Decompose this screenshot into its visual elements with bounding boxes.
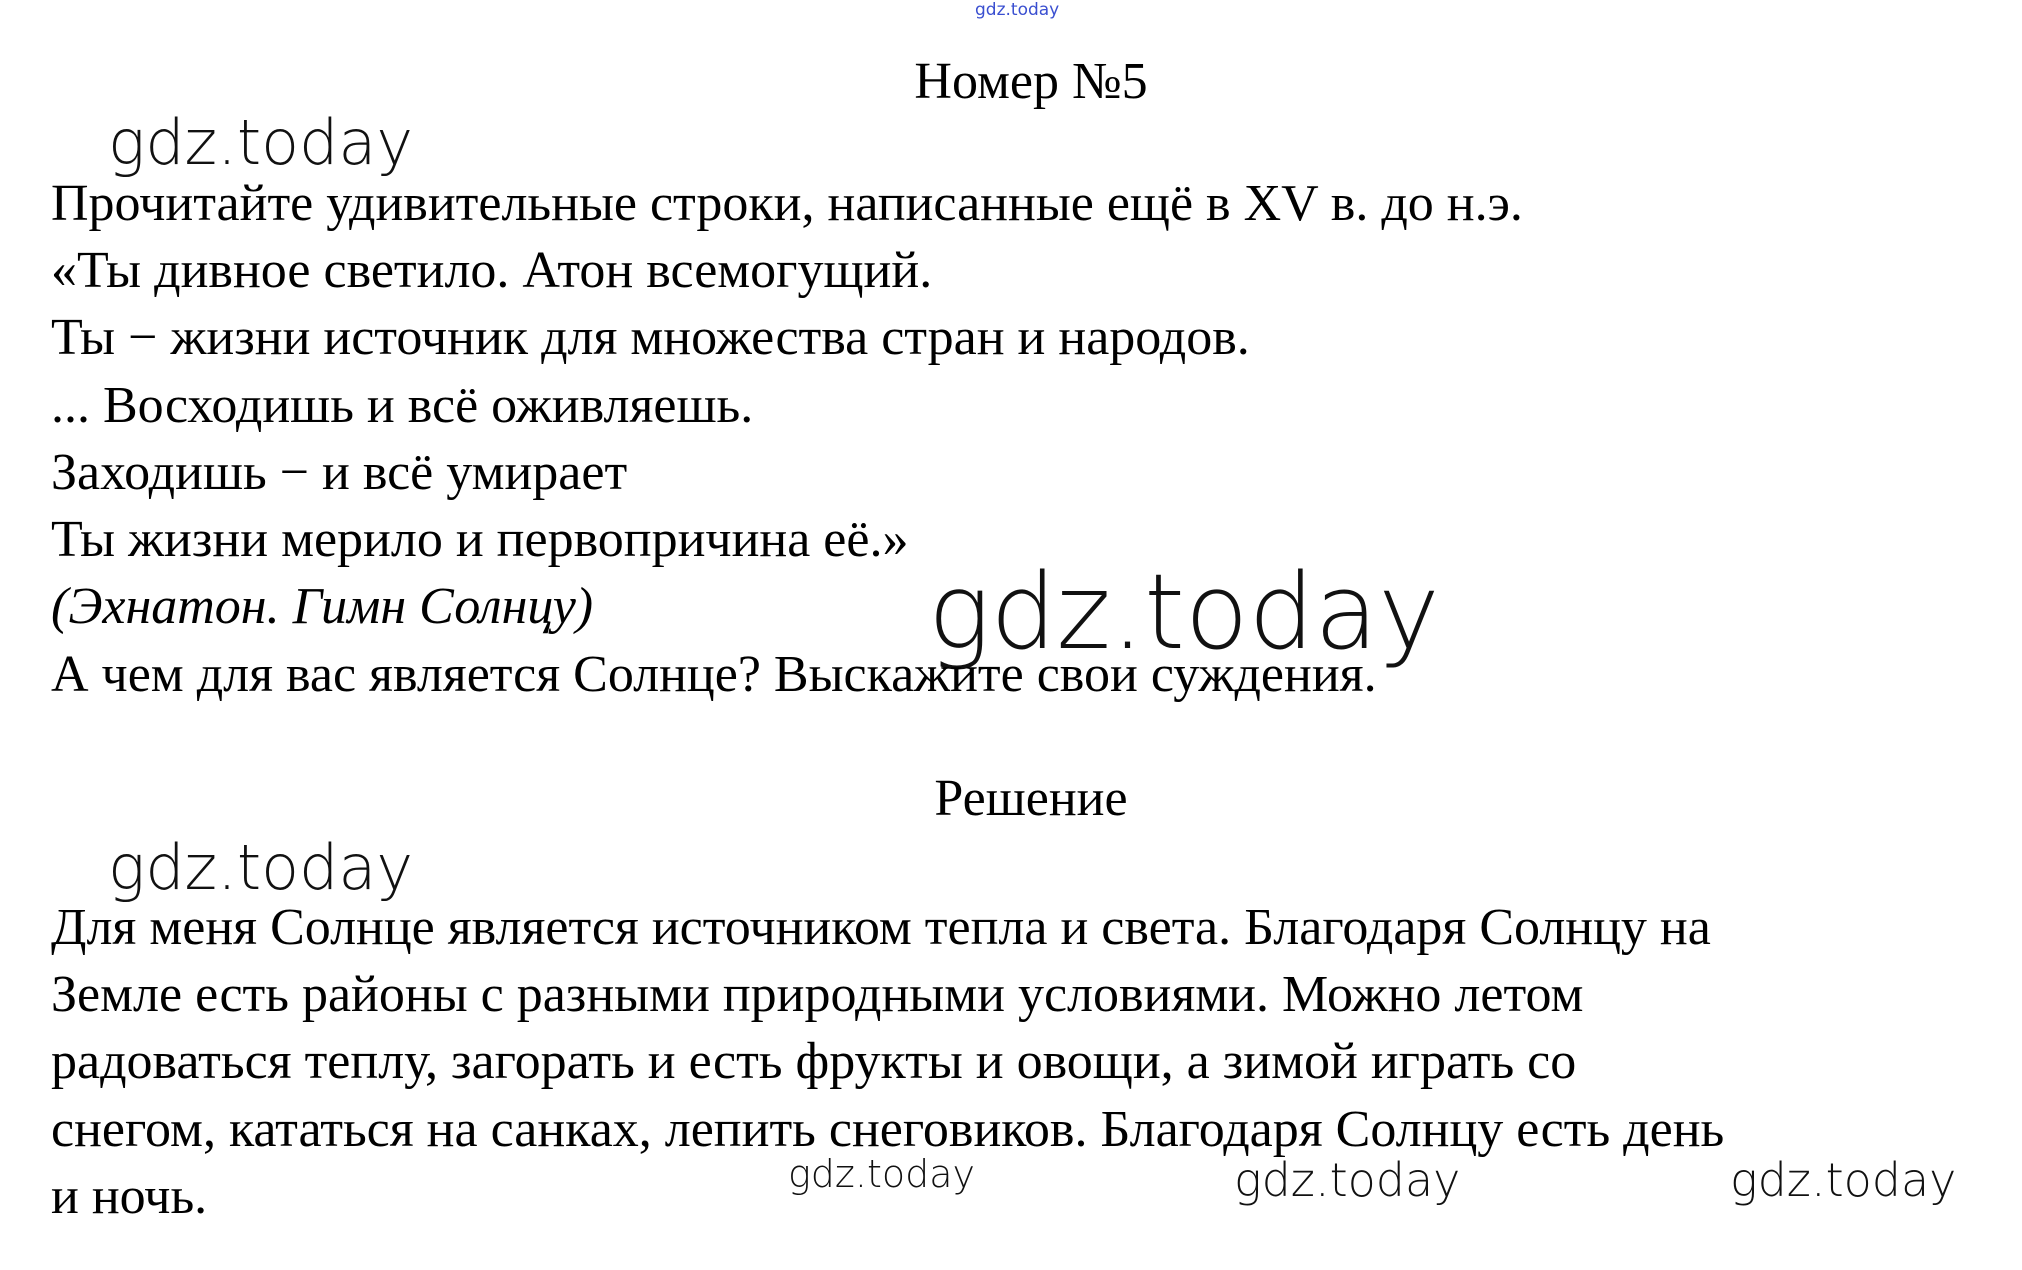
watermark-bottom-middle: gdz.today (1234, 1153, 1461, 1207)
solution-line-1: Для меня Солнце является источником тепла и света. Благодаря Солнцу на (51, 899, 1711, 956)
task-citation: (Эхнатон. Гимн Солнцу) (51, 578, 594, 635)
task-question: А чем для вас является Солнце? Выскажите свои суждения. (51, 646, 1377, 703)
task-line-5: Заходишь − и всё умирает (51, 444, 628, 501)
watermark-top: gdz.today (975, 0, 1060, 20)
task-title: Номер №5 (914, 53, 1148, 110)
task-line-3: Ты − жизни источник для множества стран и народов. (51, 309, 1250, 366)
watermark-solution: gdz.today (108, 831, 414, 904)
solution-line-5: и ночь. (51, 1168, 208, 1225)
watermark-bottom-left: gdz.today (788, 1152, 975, 1196)
watermark-center: gdz.today (928, 551, 1440, 673)
watermark-bottom-right: gdz.today (1730, 1153, 1957, 1207)
task-line-4: ... Восходишь и всё оживляешь. (51, 377, 754, 434)
task-line-6: Ты жизни мерило и первопричина её.» (51, 511, 909, 568)
solution-line-3: радоваться теплу, загорать и есть фрукты и овощи, а зимой играть со (51, 1033, 1577, 1090)
solution-line-2: Земле есть районы с разными природными условиями. Можно летом (51, 966, 1584, 1023)
solution-title: Решение (934, 770, 1128, 827)
watermark-task: gdz.today (108, 106, 414, 179)
task-line-2: «Ты дивное светило. Атон всемогущий. (51, 242, 933, 299)
task-line-1: Прочитайте удивительные строки, написанные ещё в XV в. до н.э. (51, 175, 1523, 232)
solution-line-4: снегом, кататься на санках, лепить снеговиков. Благодаря Солнцу есть день (51, 1101, 1725, 1158)
